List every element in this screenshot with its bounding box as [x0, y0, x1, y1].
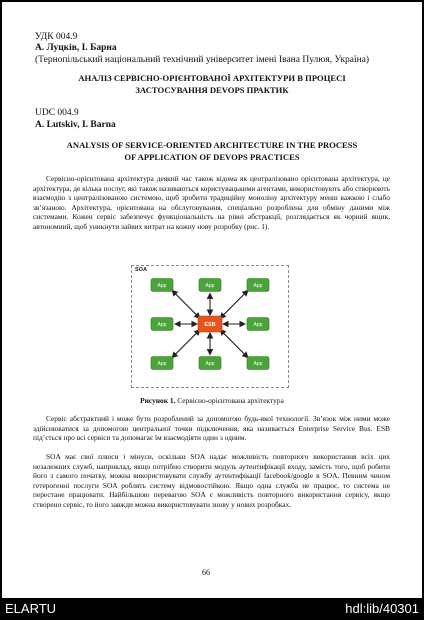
app-node-label: App	[157, 283, 167, 289]
app-node-label: App	[157, 322, 167, 328]
app-node	[151, 318, 173, 331]
paragraph-1: Сервісно-орієнтована архітектура деякий час також відома як централізовано орієнтована архітектура, це архітектура, де кілька послуг, які також називаються користувацькими агентами, використовують або створюють взаємодію з централізованою системою, щоб зробити традиційну моноліну архітектуру менш важкою і слабо зв’язаною. Архітектура, орієнтована на обслуговування, спеціально розроблена для обміну даними між системами. Кожен сервіс забезпечує функціональність на рівні абстракції, розглядається як чорний ящик, автономний, щоб уникнути зайвих витрат на кожну нову розробку (рис. 1).	[33, 174, 390, 231]
title-en-line1: ANALYSIS OF SERVICE-ORIENTED ARCHITECTURE IN THE PROCESS	[66, 140, 358, 150]
authors-ua: А. Луцків, І. Барна	[35, 43, 117, 53]
app-node	[199, 279, 221, 292]
connector-arrow	[172, 290, 200, 318]
figure-frame-label: SOA	[135, 267, 147, 273]
paragraph-3: SOA має свої плюси і мінуси, оскільки SOA надає можливість повторного використання всіх цих незалежних служб, наприклад, якщо потрібно створити модуль аутентифікації входу, замість того, щоб робити його з самого початку, можна використовувати службу аутентифікації facebook/google в SOA. Певним чином гетерогенні послуги SOA роблять систему відмовостійкою. Якщо одна служба не працює, то система не перестане працювати. Найбільшою перевагою SOA є можливість повторного використання сервісу, якщо створено сервіс, то його завжди можна використовувати знову у нових розробках.	[33, 452, 390, 509]
app-node-label: App	[205, 283, 215, 289]
esb-node	[198, 316, 222, 332]
app-node	[199, 357, 221, 370]
app-node-label: App	[253, 322, 263, 328]
paper-page	[2, 2, 422, 598]
authors-en: A. Lutskiv, I. Barna	[35, 120, 116, 130]
app-node	[247, 357, 269, 370]
title-ua-line1: АНАЛІЗ СЕРВІСНО-ОРІЄНТОВАНОЇ АРХІТЕКТУРИ В ПРОЦЕСІ	[78, 73, 346, 83]
figure-caption	[32, 396, 392, 405]
app-node-label: App	[205, 361, 215, 367]
app-node-label: App	[157, 361, 167, 367]
figure-caption-text: Сервісно-орієнтована архітектура	[175, 396, 284, 405]
udc-en: UDC 004.9	[35, 108, 79, 118]
affiliation-ua: (Тернопільський національний технічний університет імені Івана Пулюя, Україна)	[35, 55, 370, 65]
title-ua	[32, 73, 392, 96]
connector-arrow	[172, 330, 200, 358]
title-en-line2: OF APPLICATION OF DEVOPS PRACTICES	[124, 151, 300, 162]
app-node-label: App	[253, 283, 263, 289]
app-node	[151, 357, 173, 370]
soa-diagram	[132, 266, 288, 387]
title-ua-line2: ЗАСТОСУВАННЯ DEVOPS ПРАКТИК	[135, 84, 289, 95]
app-node	[247, 279, 269, 292]
udc-ua: УДК 004.9	[35, 32, 78, 42]
app-node-label: App	[253, 361, 263, 367]
footer-repository: ELARTU	[5, 601, 57, 616]
footer-bar	[0, 598, 424, 620]
soa-figure	[131, 265, 289, 388]
page-number: 66	[202, 568, 210, 577]
connector-arrow	[220, 330, 248, 358]
footer-handle: hdl:lib/40301	[345, 601, 419, 616]
app-node	[151, 279, 173, 292]
connector-arrow	[220, 290, 248, 318]
paragraph-2: Сервіс абстрактний і може бути розроблений за допомогою будь-якої технології. Зв’язок між ними може здійснюватися за допомогою центральної точки підключення, яка називається Enterprise Service Bus. ESB під’ється про всі сервіси та допомагає їм взаємодіяти один з одним.	[33, 414, 390, 443]
app-node	[247, 318, 269, 331]
esb-node-label: ESB	[204, 322, 216, 328]
figure-caption-number: Рисунок 1.	[140, 396, 176, 405]
title-en	[32, 140, 392, 163]
